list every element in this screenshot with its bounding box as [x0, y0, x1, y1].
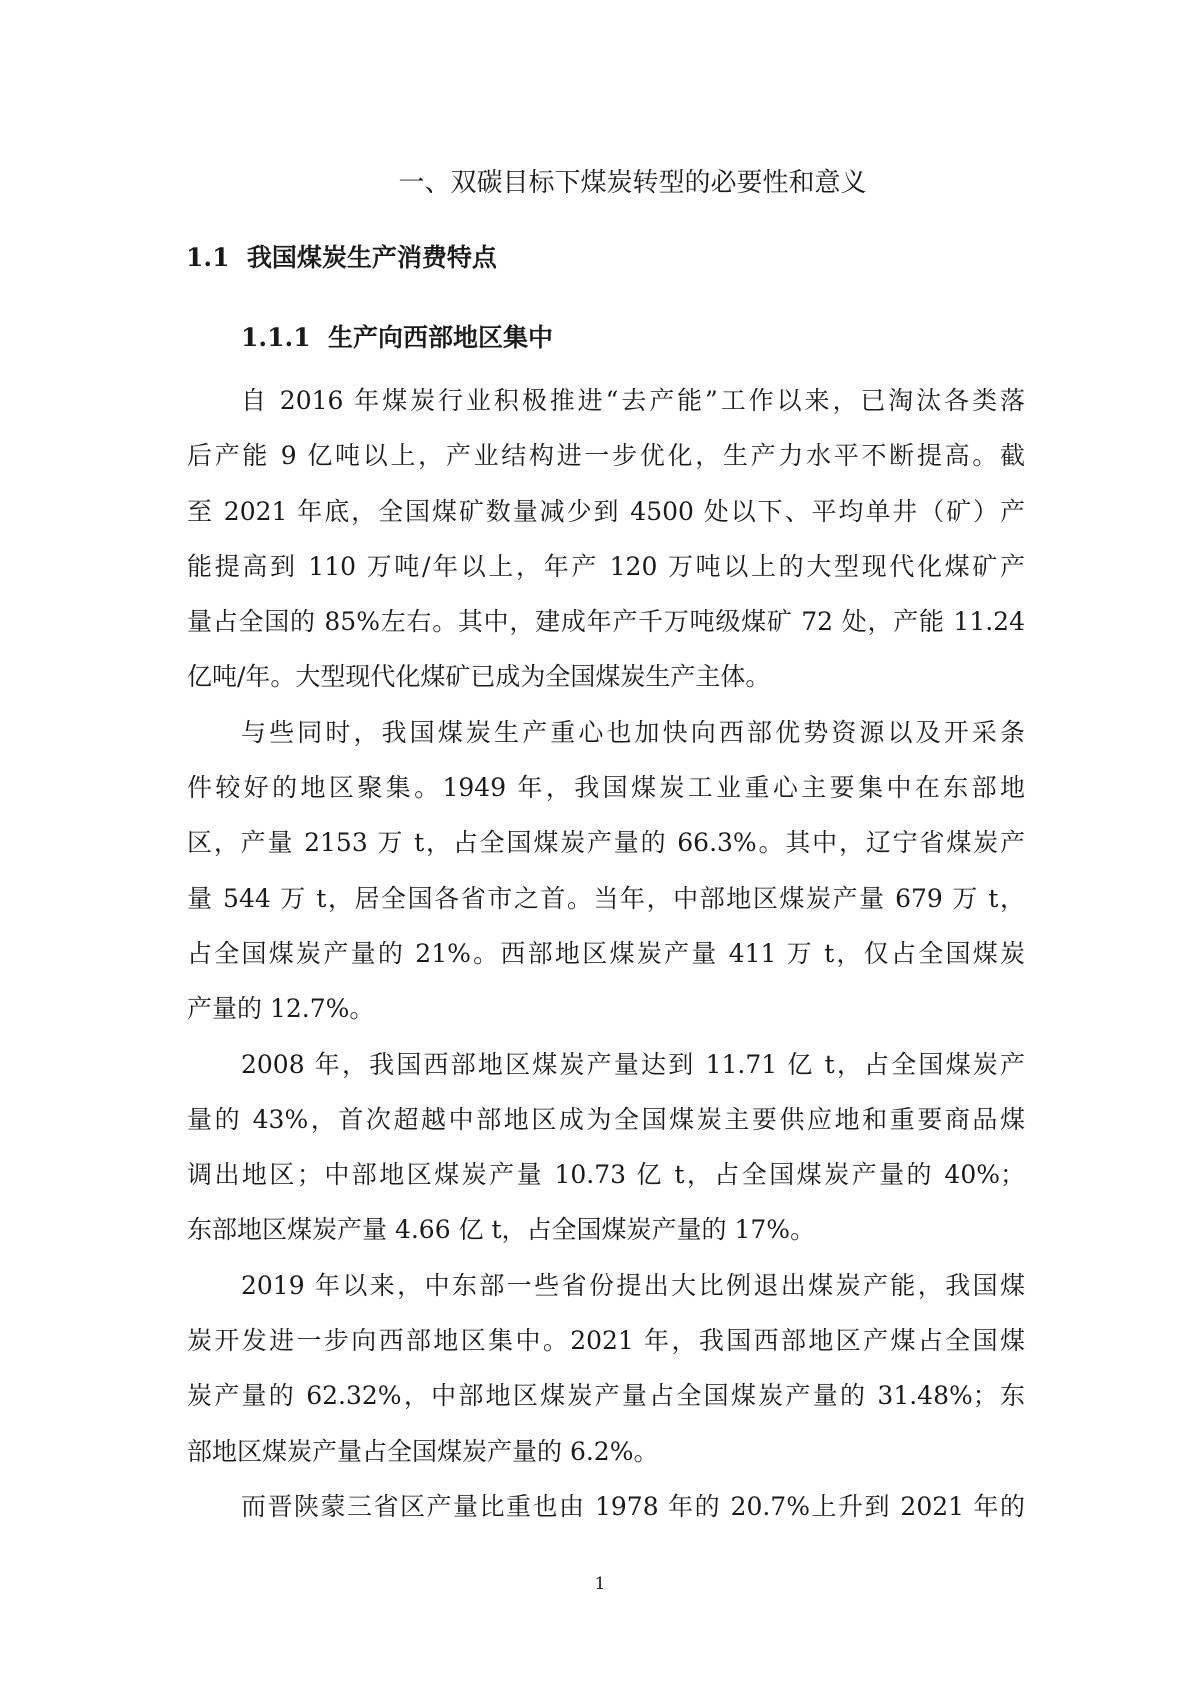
- text-line: 部地区煤炭产量占全国煤炭产量的 6.2%。: [187, 1436, 659, 1466]
- text-line: 区，产量 2153 万 t，占全国煤炭产量的 66.3%。其中，辽宁省煤炭产: [187, 828, 1025, 858]
- paragraph: [187, 1479, 1025, 1534]
- text-line: 调出地区；中部地区煤炭产量 10.73 亿 t，占全国煤炭产量的 40%；: [187, 1160, 1025, 1190]
- subsection-heading: 1.1.1 生产向西部地区集中: [241, 323, 554, 352]
- text-line: 炭产量的 62.32%，中部地区煤炭产量占全国煤炭产量的 31.48%；东: [187, 1381, 1025, 1411]
- section-heading: 1.1 我国煤炭生产消费特点: [186, 243, 497, 272]
- text-line: 自 2016 年煤炭行业积极推进“去产能”工作以来，已淘汰各类落: [241, 386, 1025, 415]
- text-line: 亿吨/年。大型现代化煤矿已成为全国煤炭生产主体。: [187, 662, 771, 692]
- text-line: 而晋陕蒙三省区产量比重也由 1978 年的 20.7%上升到 2021 年的: [241, 1491, 1025, 1521]
- paragraph: [187, 373, 1025, 705]
- text-line: 东部地区煤炭产量 4.66 亿 t，占全国煤炭产量的 17%。: [187, 1215, 816, 1245]
- text-line: 量 544 万 t，居全国各省市之首。当年，中部地区煤炭产量 679 万 t，: [187, 883, 1025, 913]
- text-line: 量占全国的 85%左右。其中，建成年产千万吨级煤矿 72 处，产能 11.24: [187, 607, 1025, 637]
- body-text: [187, 373, 1025, 1534]
- text-line: 产量的 12.7%。: [187, 994, 375, 1024]
- text-line: 后产能 9 亿吨以上，产业结构进一步优化，生产力水平不断提高。截: [187, 441, 1025, 471]
- text-line: 2008 年，我国西部地区煤炭产量达到 11.71 亿 t，占全国煤炭产: [241, 1049, 1025, 1079]
- paragraph: [187, 705, 1025, 1037]
- text-line: 2019 年以来，中东部一些省份提出大比例退出煤炭产能，我国煤: [241, 1270, 1025, 1300]
- text-line: 炭开发进一步向西部地区集中。2021 年，我国西部地区产煤占全国煤: [187, 1326, 1025, 1356]
- page-number: 1: [594, 1574, 606, 1594]
- paragraph: [187, 1037, 1025, 1258]
- chapter-title: 一、双碳目标下煤炭转型的必要性和意义: [398, 168, 867, 198]
- text-line: 能提高到 110 万吨/年以上，年产 120 万吨以上的大型现代化煤矿产: [187, 551, 1025, 581]
- text-line: 占全国煤炭产量的 21%。西部地区煤炭产量 411 万 t，仅占全国煤炭: [187, 938, 1025, 968]
- paragraph: [187, 1258, 1025, 1479]
- text-line: 量的 43%，首次超越中部地区成为全国煤炭主要供应地和重要商品煤: [187, 1104, 1025, 1134]
- text-line: 件较好的地区聚集。1949 年，我国煤炭工业重心主要集中在东部地: [187, 773, 1025, 803]
- text-line: 至 2021 年底，全国煤矿数量减少到 4500 处以下、平均单井（矿）产: [187, 496, 1025, 526]
- text-line: 与些同时，我国煤炭生产重心也加快向西部优势资源以及开采条: [241, 717, 1025, 747]
